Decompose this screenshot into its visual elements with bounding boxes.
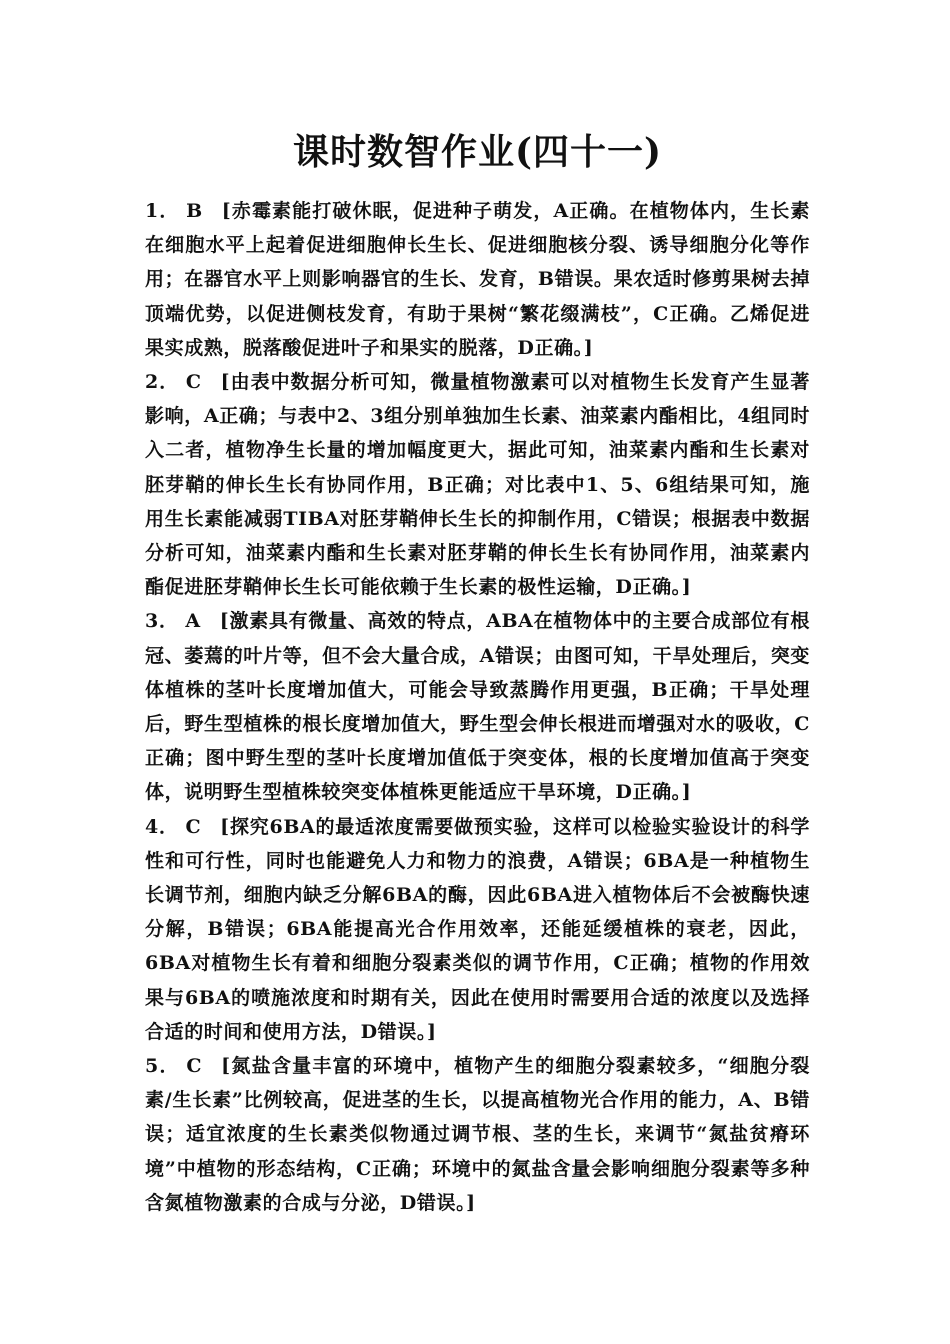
answer-key: A — [185, 610, 201, 633]
answer-item-2 — [145, 365, 810, 604]
answer-list — [145, 194, 810, 1220]
answer-key: C — [185, 815, 202, 838]
answer-item-1 — [145, 194, 810, 365]
answer-number: 3． — [145, 610, 179, 633]
answer-explanation: [赤霉素能打破休眠，促进种子萌发，A正确。在植物体内，生长素在细胞水平上起着促进细胞伸长生长、促进细胞核分裂、诱导细胞分化等作用；在器官水平上则影响器官的生长、发育，B错误。果农适时修剪果树去掉顶端优势，以促进侧枝发育，有助于果树“繁花缀满枝”，C正确。乙烯促进果实成熟，脱落酸促进叶子和果实的脱落，D正确。] — [145, 200, 811, 359]
answer-item-5 — [145, 1049, 810, 1220]
answer-number: 1． — [145, 200, 180, 222]
answer-key: C — [186, 1055, 203, 1078]
answer-key: B — [186, 200, 203, 222]
page-title: 课时数智作业(四十一) — [292, 131, 663, 173]
answer-number: 4． — [145, 815, 179, 838]
answer-item-3 — [145, 604, 810, 809]
answer-key: C — [185, 371, 202, 394]
answer-number: 2． — [145, 371, 180, 394]
answer-explanation: [由表中数据分析可知，微量植物激素可以对植物生长发育产生显著影响，A正确；与表中2、3组分别单独加生长素、油菜素内酯相比，4组同时入二者，植物净生长量的增加幅度更大，据此可知，油菜素内酯和生长素对胚芽鞘的伸长生长有协同作用，B正确；对比表中1、5、6组结果可知，施用生长素能减弱TIBA对胚芽鞘伸长生长的抑制作用，C错误；根据表中数据分析可知，油菜素内酯和生长素对胚芽鞘的伸长生长有协同作用，油菜素内酯促进胚芽鞘伸长生长可能依赖于生长素的极性运输，D正确。] — [145, 371, 811, 599]
answer-explanation: [探究6BA的最适浓度需要做预实验，这样可以检验实验设计的科学性和可行性，同时也能避免人力和物力的浪费，A错误；6BA是一种植物生长调节剂，细胞内缺乏分解6BA的酶，因此6BA进入植物体后不会被酶快速分解，B错误；6BA能提高光合作用效率，还能延缓植株的衰老，因此，6BA对植物生长有着和细胞分裂素类似的调节作用，C正确；植物的作用效果与6BA的喷施浓度和时期有关，因此在使用时需要用合适的浓度以及选择合适的时间和使用方法，D错误。] — [145, 815, 810, 1043]
answer-item-4 — [145, 810, 810, 1049]
answer-number: 5． — [145, 1055, 180, 1078]
answer-explanation: [氮盐含量丰富的环境中，植物产生的细胞分裂素较多，“细胞分裂素/生长素”比例较高，促进茎的生长，以提高植物光合作用的能力，A、B错误；适宜浓度的生长素类似物通过调节根、茎的生长，来调节“氮盐贫瘠环境”中植物的形态结构，C正确；环境中的氮盐含量会影响细胞分裂素等多种含氮植物激素的合成与分泌，D错误。] — [145, 1055, 811, 1214]
answer-explanation: [激素具有微量、高效的特点，ABA在植物体中的主要合成部位有根冠、萎蔫的叶片等，但不会大量合成，A错误；由图可知，干旱处理后，突变体植株的茎叶长度增加值大，可能会导致蒸腾作用更强，B正确；干旱处理后，野生型植株的根长度增加值大，野生型会伸长根进而增强对水的吸收，C正确；图中野生型的茎叶长度增加值低于突变体，根的长度增加值高于突变体，说明野生型植株较突变体植株更能适应干旱环境，D正确。] — [145, 610, 810, 804]
